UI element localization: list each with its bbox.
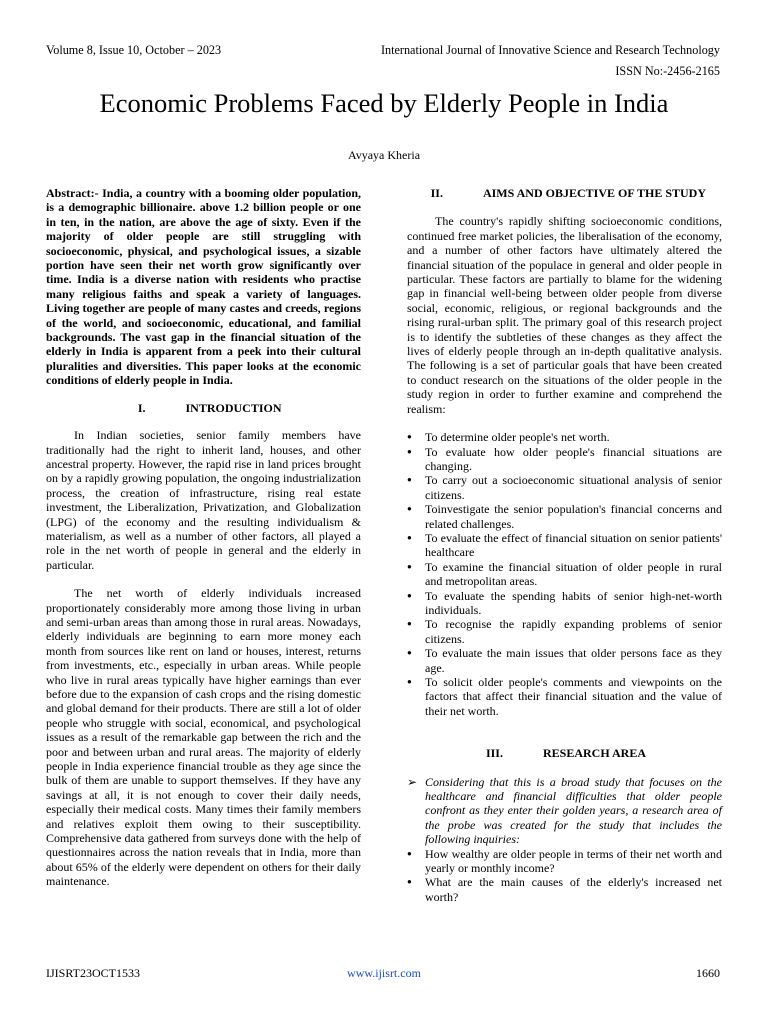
section-heading-aims <box>407 186 722 200</box>
list-item: ● To evaluate the main issues that older persons face as they age. <box>407 646 722 675</box>
list-item: ● How wealthy are older people in terms of their net worth and yearly or monthly income? <box>407 847 722 876</box>
list-item: ● Toinvestigate the senior population's financial concerns and related challenges. <box>407 502 722 531</box>
journal-volume: Volume 8, Issue 10, October – 2023 <box>46 43 222 57</box>
paper-author: Avyaya Kheria <box>347 148 421 162</box>
objectives-list <box>407 430 722 718</box>
footer-paper-id: IJISRT23OCT1533 <box>46 966 140 980</box>
footer-website-link[interactable]: www.ijisrt.com <box>347 966 421 980</box>
journal-name: International Journal of Innovative Science and Research Technology <box>380 43 720 57</box>
journal-issn: ISSN No:-2456-2165 <box>615 64 720 78</box>
aims-paragraph: The country's rapidly shifting socioeconomic conditions, continued free market policies, the liberalisation of the economy, and a number of other factors have ultimately altered the financial situation of the populace in general and older people in particular. These factors are partially to blame for the widening gap in financial well-being between older people from diverse social, economic, religious, or regional backgrounds and the rising rural-urban split. The primary goal of this research project is to identify the subtleties of these changes as they affect the lives of elderly people through an in-depth qualitative analysis. The following is a set of particular goals that have been created to conduct research on the situations of the older people in the study region in order to further examine and comprehend the realism: <box>407 214 722 416</box>
list-item: ● To examine the financial situation of older people in rural and metropolitan areas. <box>407 560 722 589</box>
list-item: ● To determine older people's net worth. <box>407 430 722 444</box>
list-item: ● To solicit older people's comments and viewpoints on the factors that affect their financial situation and the value of their net worth. <box>407 675 722 718</box>
intro-paragraph-2: The net worth of elderly individuals increased proportionately considerably more among those living in urban and semi-urban areas than among those in rural areas. Nowadays, elderly individuals are beginning to earn more money each month from sources like rent on land or houses, interest, returns from investments, etc., especially in urban areas. While people who live in rural areas typically have higher earnings than ever before due to the expansion of cash crops and the rising domestic and global demand for their products. There are still a lot of older people who struggle with social, economical, and psychological issues as a result of the remarkable gap between the rich and the poor and between urban and rural areas. The majority of elderly people in India experience financial trouble as they age since the bulk of them are unable to support themselves. If they have any savings at all, it is not enough to cover their daily needs, especially their medical costs. Many times their family members and relatives exploit them owing to their susceptibility. Comprehensive data gathered from surveys done with the help of questionnaires across the nation reveals that in India, more than about 65% of the elderly were dependent on others for their daily maintenance. <box>46 586 361 889</box>
paper-title: Economic Problems Faced by Elderly People in India <box>99 88 669 118</box>
research-area-intro-text: Considering that this is a broad study that focuses on the healthcare and financial difficulties that older people confront as they enter their golden years, a research area of the probe was created for the study that includes the following inquiries: <box>425 774 722 847</box>
section-title: RESEARCH AREA <box>542 746 647 761</box>
list-item: ● To evaluate the spending habits of senior high-net-worth individuals. <box>407 589 722 618</box>
section-title: INTRODUCTION <box>185 400 282 415</box>
arrow-bullet-icon: ➢ <box>407 774 418 789</box>
right-column <box>407 186 722 904</box>
list-item: ● To carry out a socioeconomic situational analysis of senior citizens. <box>407 473 722 502</box>
list-item: ● To evaluate how older people's financial situations are changing. <box>407 445 722 474</box>
list-item: ● To evaluate the effect of financial situation on senior patients' healthcare <box>407 531 722 560</box>
research-area-intro <box>407 775 722 847</box>
section-number: I. <box>137 400 146 415</box>
abstract: Abstract:- India, a country with a booming older population, is a demographic billionaire. above 1.2 billion people or one in ten, in the nation, are above the age of sixty. Even if the majority of older people are still struggling with socioeconomic, physical, and psychological issues, a sizable portion have seen their net worth grow significantly over time. India is a diverse nation with residents who practise many religious faiths and speak a variety of languages. Living together are people of many castes and creeds, regions of the world, and socioeconomic, educational, and familial backgrounds. The vast gap in the financial situation of the elderly in India is apparent from a peek into their cultural pluralities and diversities. This paper looks at the economic conditions of elderly people in India. <box>46 186 361 388</box>
left-column <box>46 186 361 889</box>
section-heading-research-area <box>407 746 722 760</box>
section-number: III. <box>485 746 503 761</box>
section-title: AIMS AND OBJECTIVE OF THE STUDY <box>482 186 707 200</box>
section-number: II. <box>430 186 443 200</box>
intro-paragraph-1: In Indian societies, senior family members have traditionally had the right to inherit land, houses, and other ancestral property. However, the rapid rise in land prices brought on by a rapidly growing population, the ongoing industrialization process, the creation of infrastructure, rising real estate investment, the Liberalization, Privatization, and Globalization (LPG) of the economy and the resulting individualism & materialism, as well as a number of other factors, all played a role in the net worth of people in general and the elderly in particular. <box>46 428 361 572</box>
list-item: ● To recognise the rapidly expanding problems of senior citizens. <box>407 617 722 646</box>
list-item: ● What are the main causes of the elderly's increased net worth? <box>407 875 722 904</box>
section-heading-introduction <box>46 401 361 415</box>
footer-page-number: 1660 <box>696 966 720 980</box>
inquiries-list <box>407 847 722 905</box>
